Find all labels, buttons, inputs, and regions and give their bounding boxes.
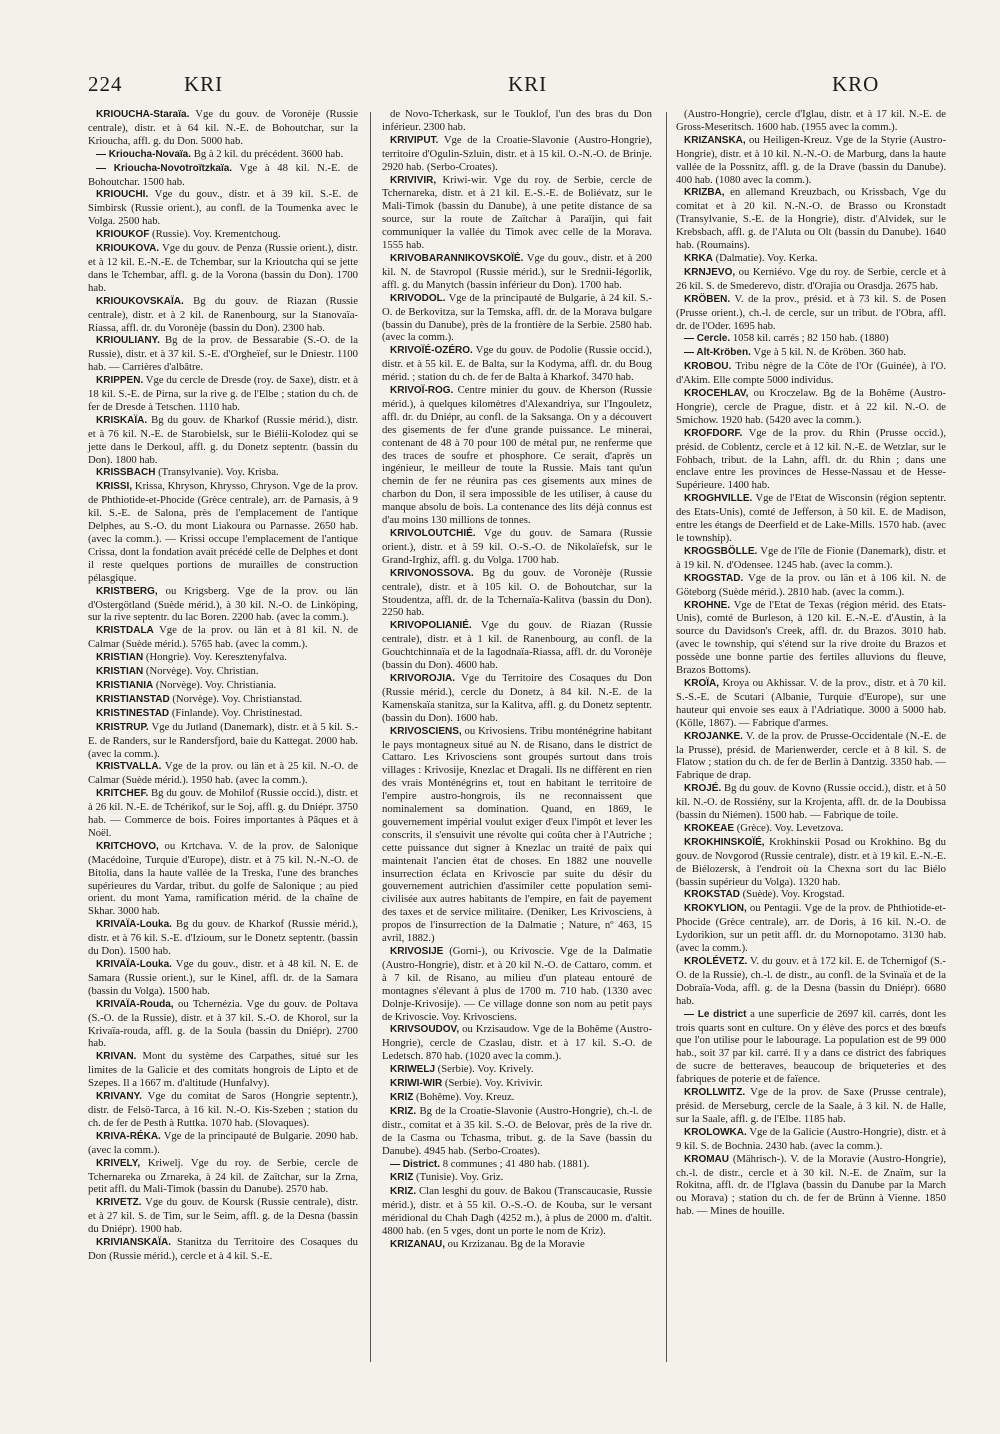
entry-headword: KRIVAÏA-Rouda, bbox=[96, 998, 174, 1010]
entry-headword: KRISSBACH bbox=[96, 467, 156, 479]
entry-headword: KROCEHLAV, bbox=[684, 388, 749, 400]
dictionary-entry bbox=[676, 492, 946, 545]
entry-headword: KRIVONOSSOVA. bbox=[390, 567, 474, 579]
dictionary-entry bbox=[88, 679, 358, 693]
entry-headword: — Le district bbox=[684, 1008, 747, 1020]
dictionary-entry bbox=[88, 1236, 358, 1263]
entry-headword: KROLLWITZ. bbox=[684, 1087, 746, 1099]
entry-text: Bg du gouv. de Voronèje (Russie centrale), distr. et à 105 kil. O. de Bohoutchar, sur la Stoudentza, affl. dr. de la Tchernaïa-Kalitva (bassin du Don). 2250 hab. bbox=[382, 566, 653, 619]
entry-text: Vge de l'Etat de Wisconsin (région septentr. des Etats-Unis), comté de Jefferson, à 50 kil. E. de Madison, entre les étangs de Deerfield et de Lake-Mills. 1570 hab. (avec le township). bbox=[676, 492, 947, 544]
entry-headword: KRIVAÏA-Louka. bbox=[96, 919, 172, 931]
dictionary-entry bbox=[382, 619, 652, 672]
dictionary-entry bbox=[676, 782, 946, 822]
entry-headword: KRISTBERG, bbox=[96, 585, 158, 597]
entry-headword: KROBOU. bbox=[684, 361, 732, 373]
entry-text: Bg du gouv. de Riazan (Russie centrale), distr. et à 2 kil. de Ranenbourg, sur la Stanovaïa-Riassa, affl. dr. du Voronèje (bassin du Don). 2300 hab. bbox=[88, 294, 358, 334]
dictionary-entry bbox=[88, 374, 358, 414]
entry-headword: KRISTIAN bbox=[96, 652, 144, 664]
entry-headword: KRISKAÏA. bbox=[96, 414, 148, 426]
entry-headword: KRIVOÏÉ-OZÉRO. bbox=[390, 345, 473, 357]
entry-headword: KRIWI-WIR bbox=[390, 1078, 443, 1090]
dictionary-entry bbox=[676, 293, 946, 333]
entry-headword: KRIVOLOUTCHIÉ. bbox=[390, 528, 476, 539]
dictionary-entry bbox=[88, 162, 358, 189]
dictionary-entry bbox=[676, 134, 946, 187]
entry-text: Vge de la principauté de Bulgarie, à 24 kil. S.-O. de Berkovitza, sur la Temska, affl. dr. de la Morava bulgare (bassin du Danube), près de la frontière de la Serbie. 2580 hab. (avec la comm.). bbox=[382, 291, 652, 344]
entry-text: V. de la prov. de Prusse-Occidentale (N.-E. de la Prusse), présid. de Marienwerder, cercle et à 8 kil. S. de Flatow ; station du ch. de fer de Berlin à Dantzig. 3350 hab. — Fabrique de drap. bbox=[676, 729, 946, 782]
dictionary-entry bbox=[88, 693, 358, 707]
entry-text: ou Krigsberg. Vge de la prov. ou län d'Ostergötland (Suède mérid.), à 30 kil. N.-O. de Linköping, sur la rive septentr. du lac Boren. 2200 hab. (avec la comm.). bbox=[88, 584, 358, 624]
entry-text: Vge de la prov. ou län et à 25 kil. N.-O. de Calmar (Suède mérid.). 1950 hab. (avec la comm.). bbox=[88, 760, 358, 787]
entry-headword: KROMAU bbox=[684, 1153, 729, 1165]
running-head-center: KRI bbox=[508, 72, 548, 96]
entry-text: Vge du gouv., distr. et à 48 kil. N. E. de Samara (Russie orient.), sur le Kinel, affl. dr. de la Samara (bassin du Volga). 1500 hab. bbox=[88, 958, 358, 997]
entry-text: Vge du comitat de Saros (Hongrie septentr.), distr. de Felsö-Tarca, à 16 kil. N.-O. Kis-Szeben ; station du ch. de fer de Pesth à Ruttka. 1070 hab. (Slovaques). bbox=[88, 1090, 358, 1129]
dictionary-entry bbox=[88, 414, 358, 467]
dictionary-entry bbox=[88, 334, 358, 374]
entry-text: (Austro-Hongrie), cercle d'Iglau, distr. et à 17 kil. N.-E. de Gross-Meseritsch. 1600 hab. (1955 avec la comm.). bbox=[676, 108, 946, 133]
dictionary-entry bbox=[382, 108, 652, 134]
entry-headword: KROKSTAD bbox=[684, 889, 740, 901]
dictionary-entry bbox=[676, 108, 946, 134]
dictionary-entry bbox=[676, 252, 946, 266]
entry-headword: KROLÉVETZ. bbox=[684, 956, 748, 967]
entry-text: ou Heiligen-Kreuz. Vge de la Styrie (Austro-Hongrie), distr. et à 10 kil. N.-N.-O. de Marburg, dans la haute vallée de la Possnitz, affl. g. de la Drave (bassin du Danube). 400 hab. (1080 avec la comm.). bbox=[676, 133, 947, 186]
entry-headword: KROKEAE bbox=[684, 822, 735, 834]
entry-text: Centre minier du gouv. de Kherson (Russie mérid.), à quelques kilomètres d'Alexandriya, sur l'Ingouletz, affl. dr. du Dniépr, au confl. de la Saksanga. On y a découvert des gisements de fer d'une grande puissance. Le minerai, contenant de 48 à 70 pour 100 de métal pur, ne renferme que des traces de soufre et phosphore. Ce serait, d'après un ingénieur, le meilleur de toute la Russie. Mais tant qu'un chemin de fer ne réunira pas ces gisements aux mines de charbon du Don, il sera impossible de les utiliser, à cause du manque absolu de bois. La contenance des lits déjà connus est d'au moins 130 millions de tonnes. bbox=[382, 384, 652, 527]
dictionary-entry bbox=[88, 665, 358, 679]
dictionary-entry bbox=[676, 1153, 946, 1219]
entry-headword: — Krioucha-Novotroïtzkaïa. bbox=[96, 162, 233, 174]
entry-text: Vge du gouv. de Samara (Russie orient.), distr. et à 59 kil. O.-S.-O. de Nikolaïefsk, sur le Grand-Irghiz, affl. g. du Volga. 1700 hab. bbox=[382, 527, 653, 566]
entry-headword: KRIVIPUT. bbox=[390, 134, 439, 146]
dictionary-entry bbox=[382, 1238, 652, 1252]
entry-text: (Dalmatie). Voy. Kerka. bbox=[715, 251, 818, 264]
entry-text: Bg de la Croatie-Slavonie (Austro-Hongrie), ch.-l. de distr., comitat et à 35 kil. S.-O. de Belovar, près de la rive dr. de la Casma ou Tchasma, tribut. g. de la Save (bassin du Danube). 4945 hab. (Serbo-Croates). bbox=[382, 1104, 653, 1157]
entry-text: Bg du gouv. de Kharkof (Russie mérid.), distr. et à 76 kil. N.-E. de Starobielsk, sur le Biélii-Kolodez qui se jette dans le Derkoul, affl. g. du Donetz septentr. (bassin du Don). 1800 hab. bbox=[88, 413, 359, 466]
dictionary-entry bbox=[88, 148, 358, 162]
entry-text: Kroya ou Akhissar. V. de la prov., distr. et à 70 kil. S.-S.-E. de Scutari (Albanie, Turquie d'Europe), sur une hauteur qui envoie ses eaux à l'Adriatique. 3000 à 5000 hab. (Kölle, 1867). — Fabrique d'armes. bbox=[676, 676, 947, 729]
dictionary-entry bbox=[382, 1091, 652, 1105]
entry-headword: KRIVELY, bbox=[96, 1157, 141, 1169]
dictionary-entry bbox=[88, 760, 358, 787]
dictionary-entry bbox=[382, 672, 652, 725]
entry-text: (Grèce). Voy. Levetzova. bbox=[736, 821, 844, 834]
entry-text: ou Pentagii. Vge de la prov. de Phthiotide-et-Phocide (Grèce centrale), arr. de Doris, à 16 kil. N.-O. de Lydorikion, sur un petit affl. dr. du Mornopotamo. 3130 hab. (avec la comm.). bbox=[676, 902, 946, 955]
dictionary-entry bbox=[382, 344, 652, 384]
running-head-left: KRI bbox=[184, 72, 224, 96]
entry-text: Vge du gouv. de Koursk (Russie centrale), distr. et à 27 kil. S. de Tim, sur le Seim, affl. g. de la Desna (bassin du Dniépr). 1900 hab. bbox=[88, 1196, 358, 1236]
dictionary-entry bbox=[382, 174, 652, 252]
dictionary-entry bbox=[382, 567, 652, 620]
entry-text: Bg du gouv. de Kovno (Russie occid.), distr. et à 50 kil. N.-O. de Rossiény, sur la Krojenta, affl. dr. de la Doubissa (bassin du Niémen). 1500 hab. — Fabrique de toile. bbox=[676, 782, 946, 822]
dictionary-entry bbox=[676, 1126, 946, 1153]
entry-headword: KRIVOBARANNIKOVSKOÏÉ. bbox=[390, 252, 524, 264]
entry-headword: KRIWELJ bbox=[390, 1064, 435, 1076]
dictionary-entry bbox=[88, 1157, 358, 1197]
dictionary-entry bbox=[88, 918, 358, 958]
entry-headword: KRIVA-RÉKA. bbox=[96, 1130, 161, 1142]
entry-headword: KROLOWKA. bbox=[684, 1126, 747, 1138]
entry-headword: KRIVETZ. bbox=[96, 1197, 142, 1209]
entry-headword: KRITCHOVO, bbox=[96, 840, 159, 852]
dictionary-entry bbox=[676, 902, 946, 955]
entry-text: (Tunisie). Voy. Griz. bbox=[416, 1171, 504, 1184]
dictionary-entry bbox=[676, 387, 946, 427]
entry-text: Kriwi-wir. Vge du roy. de Serbie, cercle de Tchernareka, distr. et à 21 kil. E.-S.-E. de Boliévatz, sur le Mali-Timok (bassin du Danube), à une petite distance de sa source, sur la route de Zaïtchar à Paraïjin, qui fait communiquer la vallée du Timok avec celle de la Morava. 1555 hab. bbox=[382, 173, 652, 252]
entry-text: Vge de la prov. du Rhin (Prusse occid.), présid. de Coblentz, cercle et à 12 kil. N.-E. de Wetzlar, sur le Fohbach, tribut. de la Lahn, affl. dr. du Rhin ; dans une enclave entre les provinces de Hesse-Nassau et de Hesse-Supérieure. 1400 hab. bbox=[676, 426, 946, 492]
entry-headword: KRIZBA, bbox=[684, 187, 725, 199]
entry-headword: KRIVSOUDOV, bbox=[390, 1024, 460, 1036]
entry-headword: KRIOUCHA-Staraïa. bbox=[96, 109, 190, 120]
entry-headword: KRIOUKOF bbox=[96, 229, 150, 241]
entry-text: en allemand Kreuzbach, ou Krissbach, Vge du comitat et à 20 kil. N.-N.-O. de Brasso ou Kronstadt (Transylvanie, S.-E. de la Hongrie), distr. d'Alvidek, sur le Krebsbach, affl. g. de l'Aluta ou Olt (bassin du Danube). 1640 hab. (Roumains). bbox=[676, 186, 946, 252]
column-left bbox=[88, 108, 358, 1263]
entry-text: (Mährisch-). V. de la Moravie (Austro-Hongrie), ch.-l. de distr., cercle et à 30 kil. N.-E. de Znaïm, sur la Rokitna, affl. dr. de l'Iglava (bassin du Danube par la March ou Morava) ; station du ch. de fer de Brünn à Vienne. 1850 hab. — Mines de houille. bbox=[676, 1152, 946, 1218]
dictionary-entry bbox=[88, 840, 358, 918]
dictionary-entry bbox=[382, 945, 652, 1023]
entry-text: Vge à 48 kil. N.-E. de Bohoutchar. 1500 hab. bbox=[88, 161, 358, 188]
entry-text: Vge de la Galicie (Austro-Hongrie), distr. et à 9 kil. S. de Bochnia. 2430 hab. (avec la comm.). bbox=[676, 1125, 947, 1152]
entry-headword: KRITCHEF. bbox=[96, 788, 149, 800]
entry-text: Vge de l'Etat de Texas (région mérid. des Etats-Unis), comté de Burleson, à 120 kil. E.-N.-E. d'Austin, à la source du Davidson's Creek, affl. dr. du Brazos. 3010 hab. (avec le township, qui s'étend sur la rive droite du Brazos et possède une bonne partie des fertiles alluvions du fleuve, Brazos Bottoms). bbox=[676, 598, 946, 677]
entry-headword: KRIOUKOVA. bbox=[96, 243, 160, 255]
entry-text: Kriwelj. Vge du roy. de Serbie, cercle de Tchernareka ou Zrnareka, à 24 kil. de Zaïtchar, sur la Zrna, petit affl. du Mali-Timok (bassin du Danube). 2570 hab. bbox=[88, 1156, 359, 1196]
entry-headword: — Cercle. bbox=[684, 333, 731, 345]
entry-text: a une superficie de 2697 kil. carrés, dont les trois quarts sont en culture. On y élève des porcs et des bœufs que l'on utilise pour le labourage. La population est de 99 000 hab., soit 37 par kil. carré. Il y a dans ce district des fabriques de sucre de betteraves, beaucoup de briqueteries et des fabriques de poterie et de faïence. bbox=[676, 1007, 946, 1086]
dictionary-entry bbox=[88, 1050, 358, 1090]
entry-headword: KRIVOPOLIANIÉ. bbox=[390, 620, 472, 632]
dictionary-entry bbox=[676, 677, 946, 730]
entry-text: Vge à 5 kil. N. de Kröben. 360 hab. bbox=[753, 346, 906, 359]
entry-text: ou Kerniévo. Vge du roy. de Serbie, cercle et à 26 kil. S. de Smederevo, distr. d'Orajia ou Orasdja. 2675 hab. bbox=[676, 265, 947, 292]
entry-text: (Norvège). Voy. Christianstad. bbox=[172, 692, 303, 705]
dictionary-entry bbox=[676, 836, 946, 889]
column-right bbox=[676, 108, 946, 1218]
dictionary-entry bbox=[88, 1130, 358, 1157]
dictionary-entry bbox=[88, 998, 358, 1051]
dictionary-entry bbox=[382, 1063, 652, 1077]
dictionary-entry bbox=[676, 427, 946, 493]
entry-headword: KRIPPEN. bbox=[96, 375, 144, 387]
entry-headword: KRIVAÏA-Louka. bbox=[96, 959, 172, 970]
entry-text: ou Krivosiens. Tribu monténégrine habitant le pays montagneux situé au N. de Risano, dans le district de Cattaro. Les Krivosciens sont groupés surtout dans trois villages : Krivosije, Knezlac et Dragali. Ils ne diffèrent en rien des vrais Monténégrins et, tout en habitant le territoire de l'empire austro-hongrois, ils ne reconnaissent que nominalement sa domination. Quand, en 1869, le gouvernement impérial voulut exiger d'eux l'impôt et lever les conscrits, il s'ensuivit une révolte qui coûta cher à l'Autriche ; cette puissance dut signer à Knezlac un traité de paix qui maintenait l'ancien état de choses. En 1882 une nouvelle insurrection éclata en Krivoscie par suite du désir du gouvernement autrichien d'assimiler cette population semi-civilisée aux autres habitants de l'empire, en fait de payement des taxes et de service militaire. (Deniker, Les Krivosciens, à propos de l'insurrection de la Dalmatie ; Nature, nº 463, 15 avril, 1882.) bbox=[382, 724, 653, 945]
entry-text: Vge de la prov. de Saxe (Prusse centrale), présid. de Merseburg, cercle de la Saale, à 3 kil. N. de Halle, sur la Saale, affl. g. de l'Elbe. 1185 hab. bbox=[676, 1086, 946, 1125]
dictionary-entry bbox=[382, 384, 652, 527]
entry-headword: KRISTIAN bbox=[96, 666, 144, 678]
dictionary-entry bbox=[88, 787, 358, 840]
dictionary-entry bbox=[382, 134, 652, 174]
dictionary-entry bbox=[88, 295, 358, 335]
column-divider-right bbox=[666, 112, 667, 1362]
page-number: 224 bbox=[88, 72, 123, 96]
entry-headword: KRIZANAU, bbox=[390, 1238, 445, 1250]
entry-headword: — District. bbox=[390, 1158, 441, 1170]
entry-text: (Serbie). Voy. Krivivir. bbox=[444, 1077, 543, 1090]
entry-text: (Norvège). Voy. Christian. bbox=[145, 665, 259, 678]
entry-text: Vge du cercle de Dresde (roy. de Saxe), distr. et à 18 kil. S.-E. de Pirna, sur la rive g. de l'Elbe ; station du ch. de fer de Dresde à Tetschen. 1110 hab. bbox=[88, 374, 359, 413]
entry-headword: KRKA bbox=[684, 252, 713, 264]
entry-headword: KRIVOÏ-ROG. bbox=[390, 385, 454, 397]
entry-headword: KRIOUKOVSKAÏA. bbox=[96, 295, 184, 307]
entry-text: (Russie). Voy. Krementchoug. bbox=[152, 228, 281, 241]
entry-headword: KRÖBEN. bbox=[684, 293, 731, 305]
entry-headword: KRIZ. bbox=[390, 1105, 417, 1117]
dictionary-entry bbox=[382, 725, 652, 945]
dictionary-entry bbox=[676, 599, 946, 677]
entry-text: Vge du Jutland (Danemark), distr. et à 5 kil. S.-E. de Randers, sur le Randersfjord, baie du Kattegat. 2000 hab. (avec la comm.). bbox=[88, 720, 358, 760]
entry-headword: KRISTRUP. bbox=[96, 721, 149, 733]
entry-headword: KRIVOROJIA. bbox=[390, 672, 456, 684]
entry-headword: — Krioucha-Novaïa. bbox=[96, 148, 192, 160]
entry-headword: KRIZ. bbox=[390, 1186, 417, 1198]
dictionary-entry bbox=[382, 1158, 652, 1172]
dictionary-entry bbox=[88, 624, 358, 651]
entry-text: ou Krtchava. V. de la prov. de Salonique (Macédoine, Turquie d'Europe), distr. et à 75 kil. N.-N.-O. de Bitolia, dans la haute vallée de la Treska, l'une des branches supérieures du Vardar, tribut. du golfe de Salonique ; au pied orient. du mont Yama, ramification mérid. de la chaîne de Skhar. 3000 hab. bbox=[88, 839, 359, 918]
entry-text: Vge de l'île de Fionie (Danemark), distr. et à 19 kil. N. d'Odensee. 1245 hab. (avec la comm.). bbox=[676, 544, 946, 571]
entry-headword: KROJÉ. bbox=[684, 783, 722, 795]
dictionary-entry bbox=[382, 1023, 652, 1063]
entry-text: 8 communes ; 41 480 hab. (1881). bbox=[442, 1157, 590, 1170]
entry-text: ou Krzizanau. Bg de la Moravie bbox=[447, 1237, 585, 1250]
entry-text: (Suède). Voy. Krogstad. bbox=[742, 888, 845, 901]
entry-headword: KRISSI, bbox=[96, 481, 133, 493]
entry-headword: KRIVIANSKAÏA. bbox=[96, 1237, 172, 1249]
entry-text: V. de la prov., présid. et à 73 kil. S. de Posen (Prusse orient.), ch.-l. de cercle, sur un tribut. de l'Obra, affl. dr. de l'Oder. 1695 hab. bbox=[676, 292, 946, 332]
dictionary-entry bbox=[676, 822, 946, 836]
dictionary-entry bbox=[88, 651, 358, 665]
dictionary-entry bbox=[382, 252, 652, 292]
column-middle bbox=[382, 108, 652, 1252]
entry-text: ou Krzisaudow. Vge de la Bohême (Austro-Hongrie), cercle de Czaslau, distr. et à 17 kil. S.-O. de Ledetsch. 870 hab. (1020 avec la comm.). bbox=[382, 1023, 652, 1063]
dictionary-entry bbox=[676, 545, 946, 572]
dictionary-entry bbox=[676, 266, 946, 293]
entry-text: Vge de la principauté de Bulgarie. 2090 hab. (avec la comm.). bbox=[88, 1129, 358, 1156]
entry-text: Tribu nègre de la Côte de l'Or (Guinée), à l'O. d'Akim. Elle compte 5000 individus. bbox=[676, 360, 947, 387]
entry-headword: KROFDORF. bbox=[684, 427, 743, 439]
dictionary-entry bbox=[88, 242, 358, 295]
entry-text: Vge de la Croatie-Slavonie (Austro-Hongrie), territoire d'Ogulin-Szluin, distr. et à 15 kil. O.-N.-O. de Brinje. 2920 hab. (Serbo-Croates). bbox=[382, 133, 652, 173]
column-divider-left bbox=[370, 112, 371, 1362]
entry-headword: KRISTINESTAD bbox=[96, 707, 170, 719]
dictionary-entry bbox=[676, 346, 946, 360]
running-head-right: KRO bbox=[832, 72, 880, 96]
entry-headword: KROGSTAD. bbox=[684, 572, 744, 584]
entry-headword: KRIVAN. bbox=[96, 1051, 137, 1063]
entry-text: Stanitza du Territoire des Cosaques du Don (Russie mérid.), cercle et à 4 kil. S.-E. bbox=[88, 1236, 358, 1262]
dictionary-entry bbox=[382, 1171, 652, 1185]
dictionary-entry bbox=[88, 108, 358, 148]
entry-headword: KRIOULIANY. bbox=[96, 335, 160, 347]
entry-text: Bg de la prov. de Bessarabie (S.-O. de la Russie), distr. et à 37 kil. S.-E. d'Orgheïef, sur le Dniestr. 1100 hab. — Carrières d'albâtre. bbox=[88, 334, 358, 374]
entry-text: (Norvège). Voy. Christiania. bbox=[155, 678, 277, 691]
entry-text: Vge du gouv., distr. et à 200 kil. N. de Stavropol (Russie mérid.), sur le Srednii-Iégorlik, affl. g. du Manytch (bassin inférieur du Don). 1700 hab. bbox=[382, 251, 652, 291]
entry-headword: KRIZ bbox=[390, 1091, 414, 1103]
entry-headword: KROKYLION, bbox=[684, 903, 747, 915]
entry-headword: KRISTIANIA bbox=[96, 679, 154, 691]
entry-headword: KRIVOSCIENS, bbox=[390, 725, 462, 737]
dictionary-entry bbox=[88, 480, 358, 584]
entry-text: 1058 kil. carrés ; 82 150 hab. (1880) bbox=[732, 332, 889, 345]
entry-text: Vge du gouv. de Riazan (Russie centrale), distr. et à 1 kil. de Ranenbourg, au confl. de la Gouchtchinnaïa et de la Iagodnaïa-Riassa, affl. dr. du Voronèje (bassin du Don). 4600 hab. bbox=[382, 619, 652, 672]
entry-headword: KRIVODOL. bbox=[390, 292, 446, 304]
entry-text: Krokhinskii Posad ou Krokhino. Bg du gouv. de Novgorod (Russie centrale), distr. et à 19 kil. E.-N.-E. de Biélozersk, à l'endroit où la Chexna sort du lac Biélo (bassin supérieur du Volga). 1320 hab. bbox=[676, 835, 946, 888]
dictionary-entry bbox=[382, 1185, 652, 1238]
entry-headword: KROHNE. bbox=[684, 599, 731, 611]
entry-text: (Transylvanie). Voy. Krisba. bbox=[158, 466, 279, 479]
dictionary-entry bbox=[88, 1196, 358, 1236]
entry-text: (Gorni-), ou Krivoscie. Vge de la Dalmatie (Austro-Hongrie), distr. et à 20 kil N.-O. de Cattaro, comm. et à 7 kil. de Risano, au milieu d'un plateau entouré de montagnes s'élevant à plus de 1700 m. 710 hab. (1330 avec Dolnje-Krivosije). — Ce village donne son nom au petit pays de Krivoscie. Voy. Krivosciens. bbox=[382, 945, 653, 1023]
entry-headword: — Alt-Kröben. bbox=[684, 347, 751, 359]
entry-headword: KRIZANSKA, bbox=[684, 134, 746, 146]
entry-headword: KRIZ bbox=[390, 1172, 414, 1184]
dictionary-entry bbox=[382, 1077, 652, 1091]
entry-headword: KROJANKE. bbox=[684, 730, 743, 742]
entry-headword: KRIVIVIR, bbox=[390, 174, 437, 186]
dictionary-entry bbox=[676, 186, 946, 252]
entry-text: (Bohême). Voy. Kreuz. bbox=[416, 1090, 515, 1103]
entry-text: ou Tchernézia. Vge du gouv. de Poltava (S.-O. de la Russie), distr. et à 37 kil. S.-O. de Khorol, sur la Krivaïa-rouda, affl. g. de la Soula (bassin du Dniépr). 2700 hab. bbox=[88, 997, 358, 1050]
entry-text: ou Kroczelaw. Bg de la Bohême (Austro-Hongrie), cercle de Prague, distr. et à 22 kil. N.-O. de Smichow. 1920 hab. (5420 avec la comm.). bbox=[676, 387, 946, 426]
entry-headword: KRIVANY. bbox=[96, 1091, 142, 1103]
entry-text: Clan lesghi du gouv. de Bakou (Transcaucasie, Russie mérid.), distr. et à 55 kil. O.-S.-O. de Kouba, sur le versant méridional du Chah Dagh (4252 m.), à plus de 2000 m. d'altit. 4800 hab. (en 5 vges, dont un porte le nom de Kriz). bbox=[382, 1185, 652, 1238]
entry-headword: KRISTDALA bbox=[96, 625, 154, 637]
dictionary-entry bbox=[88, 466, 358, 480]
entry-headword: KRISTVALLA. bbox=[96, 761, 162, 773]
entry-text: Vge du Territoire des Cosaques du Don (Russie mérid.), cercle du Donetz, à 84 kil. N.-E. de la Kamenskaïa stanitza, sur la Kalitva, affl. g. du Donetz septentr. (bassin du Don). 1600 hab. bbox=[382, 671, 652, 724]
entry-headword: KRNJEVO, bbox=[684, 266, 736, 278]
dictionary-entry bbox=[676, 360, 946, 387]
entry-text: Vge du gouv. de Voronèje (Russie centrale), distr. et à 64 kil. N.-E. de Bohoutchar, sur la Krioucha, affl. g. du Don. 5000 hab. bbox=[88, 108, 359, 147]
dictionary-entry bbox=[382, 292, 652, 345]
dictionary-entry bbox=[88, 707, 358, 721]
entry-headword: KRIOUCHI. bbox=[96, 189, 149, 201]
entry-headword: KRISTIANSTAD bbox=[96, 693, 170, 705]
dictionary-entry bbox=[676, 332, 946, 346]
dictionary-entry bbox=[88, 721, 358, 761]
dictionary-entry bbox=[88, 585, 358, 625]
entry-text: Vge de la prov. ou län et à 81 kil. N. de Calmar (Suède mérid.). 5765 hab. (avec la comm.). bbox=[88, 624, 359, 651]
entry-headword: KROGSBÖLLE. bbox=[684, 545, 758, 557]
entry-headword: KROGHVILLE. bbox=[684, 493, 753, 505]
dictionary-entry bbox=[676, 955, 946, 1008]
dictionary-entry bbox=[88, 188, 358, 228]
entry-text: (Hongrie). Voy. Keresztenyfalva. bbox=[145, 651, 287, 664]
entry-headword: KROKHINSKOÏÉ, bbox=[684, 836, 765, 848]
dictionary-entry bbox=[382, 527, 652, 567]
entry-text: Krissa, Khryson, Khrysso, Chryson. Vge de la prov. de Phthiotide-et-Phocide (Grèce centrale), arr. de Parnasis, à 9 kil. S.-E. de Salona, près de l'emplacement de l'antique Delphes, au S.-O. du mont Liakoura ou Parnasse. 2650 hab. (avec la comm.). — Krissi occupe l'emplacement de l'antique Crissa, dont la fondation avait précédé celle de Delphes et dont il reste quelques portions de murailles de construction pélasgique. bbox=[88, 480, 358, 584]
entry-text: Bg du gouv. de Kharkof (Russie mérid.), distr. et à 76 kil. S.-E. d'Izioum, sur le Donetz septentr. (bassin du Don). 1500 hab. bbox=[88, 918, 359, 958]
entry-headword: KRIVOSIJE bbox=[390, 946, 444, 957]
dictionary-entry bbox=[676, 730, 946, 783]
entry-text: Bg à 2 kil. du précédent. 3600 hab. bbox=[193, 147, 344, 160]
entry-text: Vge du gouv., distr. et à 39 kil. S.-E. de Simbirsk (Russie orient.), au confl. de la Toumenka avec le Volga. 2500 hab. bbox=[88, 188, 358, 228]
dictionary-entry bbox=[676, 888, 946, 902]
entry-text: Vge du gouv. de Podolie (Russie occid.), distr. et à 55 kil. E. de Balta, sur la Kodyma, affl. dr. du Boug mérid. ; station du ch. de fer de Balta à Kharkof. 3470 hab. bbox=[382, 344, 652, 384]
entry-headword: KROÏA, bbox=[684, 677, 719, 689]
entry-text: V. du gouv. et à 172 kil. E. de Tchernigof (S.-O. de la Russie), ch.-l. de distr., au confl. de la Svinaïa et de la Dobraïa-Voda, affl. g. de la Desna (bassin du Dniépr). 6680 hab. bbox=[676, 955, 946, 1007]
page-header bbox=[0, 72, 1000, 112]
entry-text: Mont du système des Carpathes, situé sur les limites de la Galicie et des comitats hongrois de Lipto et de Szepes. Il a 1667 m. d'altitude (Hunfalvy). bbox=[88, 1050, 358, 1090]
entry-text: Vge du gouv. de Penza (Russie orient.), distr. et à 12 kil. E.-N.-E. de Tchembar, sur la Krioutcha qui se jette dans le Tchembar, affl. g. de la Vorona (bassin du Don). 1700 hab. bbox=[88, 242, 358, 294]
dictionary-entry bbox=[88, 958, 358, 998]
entry-text: Vge de la prov. ou län et à 106 kil. N. de Göteborg (Suède mérid.). 2810 hab. (avec la comm.). bbox=[676, 571, 946, 598]
dictionary-entry bbox=[88, 228, 358, 242]
dictionary-entry bbox=[88, 1090, 358, 1130]
dictionary-entry bbox=[676, 572, 946, 599]
dictionary-entry bbox=[676, 1086, 946, 1126]
entry-text: de Novo-Tcherkask, sur le Touklof, l'un des bras du Don inférieur. 2300 hab. bbox=[382, 108, 652, 133]
dictionary-entry bbox=[382, 1105, 652, 1158]
entry-text: Bg du gouv. de Mohilof (Russie occid.), distr. et à 26 kil. N.-E. de Tchérikof, sur le Soj, affl. g. du Dniépr. 3750 hab. — Commerce de bois. Foires importantes à Pâques et à Noël. bbox=[88, 787, 358, 839]
dictionary-entry bbox=[676, 1008, 946, 1086]
entry-text: (Serbie). Voy. Krively. bbox=[437, 1063, 534, 1076]
entry-text: (Finlande). Voy. Christinestad. bbox=[171, 706, 303, 719]
